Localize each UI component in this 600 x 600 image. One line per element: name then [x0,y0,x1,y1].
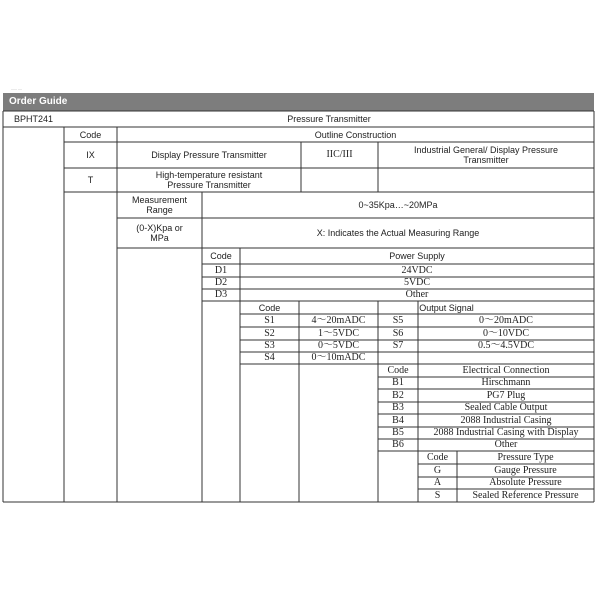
power-value: 24VDC [401,264,433,276]
pressure-code: G [433,464,442,476]
electrical-value: 2088 Industrial Casing [460,414,552,426]
pressure-type-header: Pressure Type [497,451,554,463]
output-value: 0.5～4.5VDC [477,340,535,351]
electrical-connection-header: Electrical Connection [462,364,550,376]
power-code: D1 [214,264,228,276]
product-name: Pressure Transmitter [287,114,371,124]
output-value: 0～5VDC [317,340,360,351]
explosion-rating: IIC/III [326,149,353,160]
pressure-value: Sealed Reference Pressure [472,489,579,501]
power-supply-header: Power Supply [389,251,445,261]
electrical-code: B1 [392,377,404,388]
electrical-code: B3 [392,402,404,413]
power-code-header: Code [210,251,232,261]
output-code: S2 [264,327,275,339]
electrical-value: Hirschmann [481,377,531,388]
outline-description-ix: Industrial General/ Display Pressure Transmitter [413,145,559,165]
electrical-code: B2 [392,389,404,401]
output-code-header: Code [258,302,281,313]
outline-code-t: T [87,175,94,185]
electrical-value: 2088 Industrial Casing with Display [433,427,579,438]
measurement-range-label: Measurement Range [131,195,188,215]
electrical-code: B6 [392,439,404,450]
output-code: S3 [264,340,275,351]
page-caption: ------ ---- [11,87,22,91]
electrical-value: PG7 Plug [486,389,526,401]
electrical-value: Other [494,439,518,450]
electrical-code: B5 [392,427,404,438]
pressure-code-header: Code [426,451,449,463]
measurement-unit-label: (0-X)Kpa or MPa [136,223,183,243]
order-guide-header: Order Guide [3,93,594,111]
pressure-value: Gauge Pressure [494,464,557,476]
outline-code-ix: IX [86,150,95,160]
outline-construction-ix: Display Pressure Transmitter [151,150,267,160]
output-value: 0～20mADC [479,314,533,326]
output-code: S7 [392,340,404,351]
output-value: 4～20mADC [311,314,366,326]
measurement-range-value: 0~35Kpa…~20MPa [358,200,438,210]
output-signal-header: Output Signal [419,302,474,313]
electrical-code: B4 [392,414,404,426]
power-value: Other [405,289,429,300]
output-value: 0～10mADC [311,352,366,363]
output-code: S5 [392,314,404,326]
electrical-code-header: Code [387,364,409,376]
electrical-value: Sealed Cable Output [464,402,548,413]
power-value: 5VDC [403,277,431,288]
model-code: BPHT241 [13,114,54,124]
outline-code-header: Code [79,129,102,140]
output-code: S1 [264,314,275,326]
measurement-unit-value: X: Indicates the Actual Measuring Range [316,228,480,238]
outline-construction-header: Outline Construction [314,129,397,140]
power-code: D3 [214,289,228,300]
output-value: 0～10VDC [482,327,530,339]
output-code: S6 [392,327,404,339]
output-value: 1～5VDC [317,327,360,339]
pressure-value: Absolute Pressure [489,477,562,488]
pressure-code: S [434,489,441,501]
pressure-code: A [433,477,442,488]
outline-construction-t: High-temperature resistant Pressure Transmitter [155,170,263,190]
output-code: S4 [264,352,275,363]
power-code: D2 [214,277,228,288]
